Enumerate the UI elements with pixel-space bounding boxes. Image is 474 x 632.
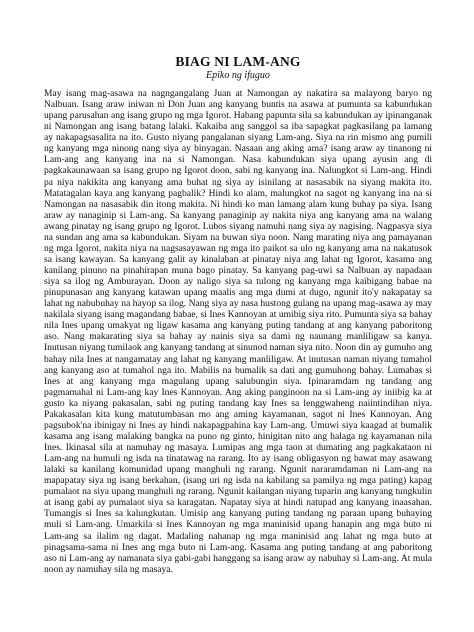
document-title: BIAG NI LAM-ANG <box>175 54 301 69</box>
document-subtitle: Epiko ng ifuguo <box>206 70 270 81</box>
document-body: May isang mag-asawa na nagngangalang Juan at Namongan ay nakatira sa malayong baryo ng Nalbuan. Isang araw iniwan ni Don Juan ang kanyang buntis na asawa at pumunta sa kabundukan upang parusahan ang isang grupo ng mga Igorot. Habang papunta sila sa kabundukan ay ipinanganak ni Namongan ang isang batang lalaki. Kakaiba ang sanggol sa iba sapagkat pagkasilang pa lamang ay nakapagsasalita na ito. Gusto niyang pangalanan siyang Lam-ang. Siya na rin mismo ang pumili ng kanyang mga ninong nang siya ay binyagan. Nasaan ang aking ama? isang araw ay tinanong ni Lam-ang ang kanyang ina na si Namongan. Nasa kabundukan siya upang ayusin ang di pagkakaunawaan sa isang grupo ng Igorot doon, sabi ng kanyang ina. Nalungkot si Lam-ang. Hindi pa niya nakikita ang kanyang ama buhat ng siya ay isinilang at nasasabik na siyang makita ito. Matatagalan kaya ang kanyang pagbalik? Hindi ko alam, malungkot na sagot ng kanyang ina na si Namongan na nasasabik din itong makita. Ni hindi ko man lamang alam kung buhay pa siya. Isang araw ay nanaginip si Lam-ang. Sa kanyang panaginip ay nakita niya ang kanyang ama na walang awang pinatay ng isang grupo ng Igorot. Lubos siyang namuhi nang siya ay nagising. Nagpasya siya na sundan ang ama sa kabundukan. Siyam na buwan siya noon. Nang marating niya ang pamayanan ng mga Igorot, nakita niya na nagsasayawan ng mga ito paikot sa ulo ng kanyang ama na nakatusok sa isang kawayan. Sa kanyang galit ay kinalaban at pinatay niya ang lahat ng Igorot, kasama ang kanilang pinuno na pinahirapan muna bago pinatay. Sa kanyang pag-uwi sa Nalbuan ay napadaan siya sa ilog ng Amburayan. Doon ay naligo siya sa tulong ng kanyang mga kaibigang babae na pinupunasan ang kanyang katawan upang maalis ang mga dumi at dugo, ngunit ito'y nakapatay sa lahat ng nabubuhay na hayop sa ilog. Nang siya ay nasa hustong gulang na upang mag-asawa ay may nakilala siyang isang magandang babae, si Ines Kannoyan at umibig siya rito. Pumunta siya sa bahay nila Ines upang umakyat ng ligaw kasama ang kanyang puting tandang at ang kanyang paboritong aso. Nang makarating siya sa bahay ay nainis siya sa dami ng naunang manliligaw sa kanya. Inutusan niyang tumilaok ang kanyang tandang at sinunod naman siya nito. Noon din ay gumuho ang bahay nila Ines at nangamatay ang lahat ng kanyang manliligaw. At inutusan naman niyang tumahol ang kanyang aso at tumahol nga ito. Mabilis na bumalik sa dati ang gumuhong bahay. Lumabas si Ines at ang kanyang mga magulang upang salubungin siya. Ipinaramdam ng tandang ang pagmamahal ni Lam-ang kay Ines Kannoyan. Ang aking panginoon na si Lam-ang ay iniibig ka at gusto ka niyang pakasalan, sabi ng puting tandang kay Ines sa lenggwaheng naiintindihan niya. Pakakasalan kita kung matutumbasan mo ang aming kayamanan, sagot ni Ines Kannoyan. Ang pagsubok'na ibinigay ni Ines ay hindi nakapagpahina kay Lam-ang. Umuwi siya kaagad at bumalik kasama ang isang malaking bangka na puno ng ginto, hinigitan nito ang halaga ng kayamanan nila Ines. Ikinasal sila at namuhay ng masaya. Lumipas ang mga taon at dumating ang pagkakataon ni Lam-ang na humuli ng isda na tinatawag na rarang. Ito ay isang obligasyon ng bawat may asawang lalaki sa kanilang komunidad upang manghuli ng rarang. Ngunit nararamdaman ni Lam-ang na mapapatay siya ng isang berkahan, (isang uri ng isda na kabilang sa pamilya ng mga pating) kapag pumalaot na siya upang manghuli ng rarang. Ngunit kailangan niyang tuparin ang kanyang tungkulin at isang gabi ay pumalaot siya sa karagatan. Napatay siya at hindi natupad ang kanyang inaasahan. Tumangis si Ines sa kalungkutan. Umisip ang kanyang puting tandang ng paraan upang buhaying muli si Lam-ang. Umarkila si Ines Kannoyan ng mga maninisid upang hanapin ang mga buto ni Lam-ang sa ilalim ng dagat. Madaling nahanap ng mga maninisid ang lahat ng mga buto at pinagsama-sama ni Ines ang mga buto ni Lam-ang. Kasama ang puting tandang at ang paboritong aso ni Lam-ang ay namanata siya gabi-gabi hanggang sa isang araw ay nabuhay si Lam-ang. At mula noon ay namuhay sila ng masaya. <box>44 88 432 575</box>
